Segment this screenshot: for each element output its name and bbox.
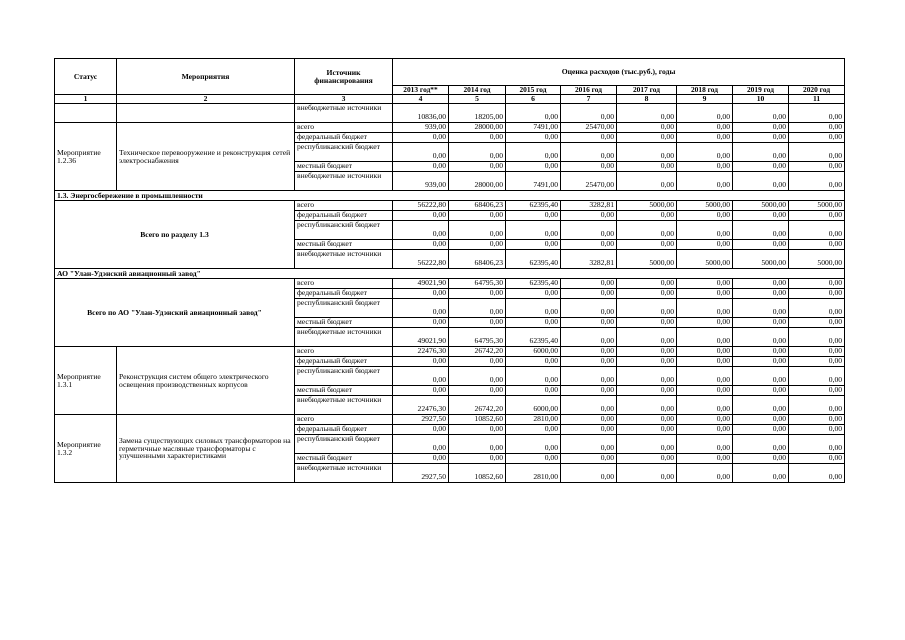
value-cell: 0,00 (449, 299, 506, 318)
value-cell: 0,00 (617, 347, 677, 357)
value-cell: 68406,23 (449, 250, 506, 269)
value-cell: 0,00 (449, 454, 506, 464)
value-cell: 56222,80 (393, 250, 449, 269)
status-cell: Мероприятие 1.3.1 (55, 347, 117, 415)
header-col-number: 11 (789, 95, 845, 104)
value-cell: 0,00 (393, 133, 449, 143)
value-cell: 0,00 (561, 318, 617, 328)
value-cell: 28000,00 (449, 123, 506, 133)
value-cell: 0,00 (789, 221, 845, 240)
funding-source-cell: внебюджетные источники (295, 396, 393, 415)
value-cell: 0,00 (506, 211, 561, 221)
value-cell: 0,00 (393, 221, 449, 240)
value-cell: 0,00 (393, 289, 449, 299)
value-cell: 7491,00 (506, 172, 561, 191)
header-col-number: 1 (55, 95, 117, 104)
value-cell: 0,00 (449, 386, 506, 396)
value-cell: 0,00 (561, 425, 617, 435)
value-cell: 0,00 (733, 104, 789, 123)
value-cell: 0,00 (561, 240, 617, 250)
table-row (55, 123, 845, 133)
header-col-number: 5 (449, 95, 506, 104)
value-cell: 0,00 (506, 435, 561, 454)
value-cell: 0,00 (506, 104, 561, 123)
value-cell: 0,00 (677, 172, 733, 191)
value-cell: 0,00 (506, 299, 561, 318)
value-cell: 0,00 (449, 143, 506, 162)
value-cell: 0,00 (789, 435, 845, 454)
event-total-cell: Всего по АО "Улан-Удэнский авиационный завод" (55, 279, 295, 347)
value-cell: 0,00 (677, 240, 733, 250)
value-cell: 0,00 (789, 211, 845, 221)
value-cell: 0,00 (617, 104, 677, 123)
value-cell: 64795,30 (449, 328, 506, 347)
value-cell: 0,00 (789, 104, 845, 123)
value-cell: 0,00 (617, 133, 677, 143)
value-cell: 6000,00 (506, 347, 561, 357)
value-cell: 0,00 (449, 425, 506, 435)
funding-source-cell: местный бюджет (295, 162, 393, 172)
value-cell: 0,00 (677, 162, 733, 172)
funding-source-cell: всего (295, 201, 393, 211)
value-cell: 0,00 (677, 143, 733, 162)
value-cell: 18205,00 (449, 104, 506, 123)
funding-source-cell: республиканский бюджет (295, 299, 393, 318)
value-cell: 0,00 (506, 143, 561, 162)
value-cell: 0,00 (506, 240, 561, 250)
value-cell: 0,00 (561, 279, 617, 289)
funding-source-cell: внебюджетные источники (295, 172, 393, 191)
value-cell: 0,00 (677, 396, 733, 415)
value-cell: 6000,00 (506, 396, 561, 415)
value-cell: 26742,20 (449, 396, 506, 415)
funding-source-cell: местный бюджет (295, 454, 393, 464)
value-cell: 0,00 (733, 172, 789, 191)
value-cell: 0,00 (677, 367, 733, 386)
value-cell: 56222,80 (393, 201, 449, 211)
value-cell: 0,00 (789, 279, 845, 289)
header-col-number: 6 (506, 95, 561, 104)
value-cell: 0,00 (617, 425, 677, 435)
value-cell: 0,00 (733, 143, 789, 162)
value-cell: 2927,50 (393, 464, 449, 483)
value-cell: 939,00 (393, 123, 449, 133)
funding-source-cell: республиканский бюджет (295, 435, 393, 454)
value-cell: 0,00 (617, 143, 677, 162)
value-cell: 0,00 (677, 454, 733, 464)
value-cell: 0,00 (733, 133, 789, 143)
value-cell: 0,00 (449, 240, 506, 250)
funding-source-cell: внебюджетные источники (295, 464, 393, 483)
value-cell: 0,00 (677, 123, 733, 133)
value-cell: 0,00 (561, 415, 617, 425)
section-row (55, 269, 845, 279)
table-row (55, 347, 845, 357)
value-cell: 0,00 (561, 162, 617, 172)
value-cell: 0,00 (733, 347, 789, 357)
value-cell: 0,00 (789, 347, 845, 357)
value-cell: 0,00 (393, 454, 449, 464)
value-cell: 25470,00 (561, 172, 617, 191)
value-cell: 0,00 (677, 299, 733, 318)
value-cell: 0,00 (617, 415, 677, 425)
table-row (55, 201, 845, 211)
header-year: 2014 год (449, 86, 506, 95)
value-cell: 0,00 (733, 211, 789, 221)
header-col-number: 4 (393, 95, 449, 104)
value-cell: 0,00 (561, 299, 617, 318)
funding-source-cell: всего (295, 415, 393, 425)
value-cell: 0,00 (789, 240, 845, 250)
funding-source-cell: федеральный бюджет (295, 425, 393, 435)
event-cell: Техническое перевооружение и реконструкция сетей электроснабжения (117, 123, 295, 191)
value-cell: 0,00 (733, 162, 789, 172)
value-cell: 0,00 (789, 318, 845, 328)
value-cell: 0,00 (449, 318, 506, 328)
value-cell: 0,00 (561, 396, 617, 415)
event-total-cell: Всего по разделу 1.3 (55, 201, 295, 269)
header-col-number: 8 (617, 95, 677, 104)
value-cell: 5000,00 (733, 250, 789, 269)
funding-source-cell: республиканский бюджет (295, 367, 393, 386)
value-cell: 0,00 (789, 162, 845, 172)
value-cell: 28000,00 (449, 172, 506, 191)
value-cell: 0,00 (617, 279, 677, 289)
value-cell: 0,00 (617, 396, 677, 415)
funding-source-cell: федеральный бюджет (295, 357, 393, 367)
value-cell: 0,00 (677, 211, 733, 221)
value-cell: 0,00 (506, 318, 561, 328)
value-cell: 0,00 (677, 415, 733, 425)
header-col-number: 2 (117, 95, 295, 104)
header-year: 2018 год (677, 86, 733, 95)
value-cell: 0,00 (677, 435, 733, 454)
value-cell: 0,00 (677, 289, 733, 299)
value-cell: 0,00 (449, 289, 506, 299)
value-cell: 0,00 (677, 425, 733, 435)
value-cell: 0,00 (617, 289, 677, 299)
value-cell: 0,00 (677, 328, 733, 347)
value-cell: 0,00 (449, 357, 506, 367)
value-cell: 0,00 (561, 357, 617, 367)
value-cell: 0,00 (506, 386, 561, 396)
header-year: 2017 год (617, 86, 677, 95)
value-cell: 0,00 (733, 454, 789, 464)
value-cell: 0,00 (733, 396, 789, 415)
value-cell: 0,00 (561, 143, 617, 162)
table-row (55, 415, 845, 425)
value-cell: 0,00 (677, 318, 733, 328)
value-cell: 0,00 (789, 133, 845, 143)
value-cell: 5000,00 (677, 250, 733, 269)
value-cell: 0,00 (789, 172, 845, 191)
value-cell: 0,00 (506, 425, 561, 435)
value-cell: 0,00 (733, 415, 789, 425)
header-year: 2020 год (789, 86, 845, 95)
funding-source-cell: федеральный бюджет (295, 211, 393, 221)
value-cell: 0,00 (789, 464, 845, 483)
header-estimate: Оценка расходов (тыс.руб.), годы (393, 59, 845, 86)
value-cell: 5000,00 (733, 201, 789, 211)
value-cell: 0,00 (561, 328, 617, 347)
value-cell: 3282,81 (561, 250, 617, 269)
value-cell: 0,00 (677, 464, 733, 483)
header-col-number: 7 (561, 95, 617, 104)
value-cell: 22476,30 (393, 396, 449, 415)
value-cell: 0,00 (393, 318, 449, 328)
funding-source-cell: федеральный бюджет (295, 133, 393, 143)
status-cell: Мероприятие 1.3.2 (55, 415, 117, 483)
funding-source-cell: внебюджетные источники (295, 250, 393, 269)
value-cell: 49021,90 (393, 279, 449, 289)
value-cell: 2810,00 (506, 415, 561, 425)
value-cell: 5000,00 (677, 201, 733, 211)
value-cell: 62395,40 (506, 250, 561, 269)
value-cell: 0,00 (789, 386, 845, 396)
value-cell: 5000,00 (789, 250, 845, 269)
header-status: Статус (55, 59, 117, 95)
value-cell: 3282,81 (561, 201, 617, 211)
value-cell: 5000,00 (789, 201, 845, 211)
funding-source-cell: внебюджетные источники (295, 104, 393, 123)
funding-source-cell: всего (295, 347, 393, 357)
value-cell: 0,00 (393, 386, 449, 396)
value-cell: 5000,00 (617, 201, 677, 211)
value-cell: 5000,00 (617, 250, 677, 269)
value-cell: 0,00 (506, 454, 561, 464)
header-col-number: 9 (677, 95, 733, 104)
funding-source-cell: федеральный бюджет (295, 289, 393, 299)
value-cell: 0,00 (733, 386, 789, 396)
value-cell: 0,00 (789, 299, 845, 318)
value-cell: 0,00 (677, 133, 733, 143)
funding-source-cell: республиканский бюджет (295, 221, 393, 240)
status-cell (55, 104, 117, 123)
header-year: 2013 год** (393, 86, 449, 95)
value-cell: 10852,60 (449, 415, 506, 425)
table-row (55, 279, 845, 289)
value-cell: 0,00 (393, 425, 449, 435)
funding-source-cell: всего (295, 123, 393, 133)
value-cell: 0,00 (733, 221, 789, 240)
section-title: 1.3. Энергосбережение в промышленности (55, 191, 845, 201)
value-cell: 0,00 (617, 123, 677, 133)
value-cell: 0,00 (677, 386, 733, 396)
value-cell: 62395,40 (506, 328, 561, 347)
value-cell: 0,00 (733, 318, 789, 328)
value-cell: 0,00 (733, 123, 789, 133)
header-source: Источник финансирования (295, 59, 393, 95)
value-cell: 0,00 (561, 133, 617, 143)
value-cell: 0,00 (506, 133, 561, 143)
value-cell: 0,00 (733, 464, 789, 483)
value-cell: 0,00 (449, 162, 506, 172)
value-cell: 0,00 (789, 289, 845, 299)
value-cell: 0,00 (733, 328, 789, 347)
funding-source-cell: внебюджетные источники (295, 328, 393, 347)
value-cell: 0,00 (789, 357, 845, 367)
value-cell: 0,00 (506, 367, 561, 386)
value-cell: 25470,00 (561, 123, 617, 133)
funding-source-cell: республиканский бюджет (295, 143, 393, 162)
table-row (55, 104, 845, 123)
value-cell: 0,00 (617, 240, 677, 250)
value-cell: 0,00 (561, 221, 617, 240)
value-cell: 0,00 (393, 211, 449, 221)
header-year: 2016 год (561, 86, 617, 95)
value-cell: 0,00 (617, 328, 677, 347)
value-cell: 0,00 (617, 357, 677, 367)
value-cell: 0,00 (677, 347, 733, 357)
value-cell: 0,00 (733, 240, 789, 250)
value-cell: 0,00 (449, 367, 506, 386)
value-cell: 0,00 (561, 211, 617, 221)
value-cell: 0,00 (449, 133, 506, 143)
value-cell: 0,00 (561, 435, 617, 454)
value-cell: 0,00 (733, 289, 789, 299)
value-cell: 0,00 (617, 162, 677, 172)
value-cell: 939,00 (393, 172, 449, 191)
event-cell: Замена существующих силовых трансформаторов на герметичные масляные трансформаторы с улучшенными характеристиками (117, 415, 295, 483)
value-cell: 0,00 (617, 221, 677, 240)
value-cell: 0,00 (617, 211, 677, 221)
value-cell: 0,00 (677, 104, 733, 123)
value-cell: 0,00 (617, 454, 677, 464)
value-cell: 26742,20 (449, 347, 506, 357)
header-year: 2015 год (506, 86, 561, 95)
value-cell: 10836,00 (393, 104, 449, 123)
value-cell: 7491,00 (506, 123, 561, 133)
value-cell: 0,00 (506, 289, 561, 299)
value-cell: 0,00 (617, 172, 677, 191)
value-cell: 68406,23 (449, 201, 506, 211)
value-cell: 0,00 (449, 435, 506, 454)
value-cell: 0,00 (617, 464, 677, 483)
value-cell: 0,00 (449, 221, 506, 240)
value-cell: 0,00 (561, 367, 617, 386)
value-cell: 0,00 (677, 221, 733, 240)
expenditure-table (54, 58, 845, 483)
funding-source-cell: местный бюджет (295, 318, 393, 328)
value-cell: 0,00 (733, 299, 789, 318)
value-cell: 0,00 (617, 386, 677, 396)
event-cell: Реконструкция систем общего электрического освещения производственных корпусов (117, 347, 295, 415)
value-cell: 0,00 (393, 162, 449, 172)
funding-source-cell: всего (295, 279, 393, 289)
value-cell: 0,00 (733, 435, 789, 454)
value-cell: 0,00 (393, 367, 449, 386)
value-cell: 0,00 (449, 211, 506, 221)
value-cell: 0,00 (393, 357, 449, 367)
section-row (55, 191, 845, 201)
header-event: Мероприятия (117, 59, 295, 95)
value-cell: 0,00 (561, 104, 617, 123)
value-cell: 22476,30 (393, 347, 449, 357)
event-cell (117, 104, 295, 123)
value-cell: 0,00 (677, 357, 733, 367)
value-cell: 0,00 (677, 279, 733, 289)
value-cell: 0,00 (733, 279, 789, 289)
value-cell: 0,00 (561, 289, 617, 299)
value-cell: 0,00 (561, 454, 617, 464)
value-cell: 0,00 (617, 318, 677, 328)
value-cell: 0,00 (789, 425, 845, 435)
value-cell: 0,00 (789, 367, 845, 386)
value-cell: 0,00 (733, 367, 789, 386)
value-cell: 0,00 (393, 240, 449, 250)
value-cell: 0,00 (561, 464, 617, 483)
value-cell: 0,00 (789, 123, 845, 133)
value-cell: 0,00 (617, 299, 677, 318)
section-title: АО "Улан-Удэнский авиационный завод" (55, 269, 845, 279)
value-cell: 49021,90 (393, 328, 449, 347)
value-cell: 64795,30 (449, 279, 506, 289)
value-cell: 0,00 (393, 299, 449, 318)
value-cell: 0,00 (393, 143, 449, 162)
value-cell: 0,00 (617, 435, 677, 454)
value-cell: 0,00 (617, 367, 677, 386)
value-cell: 0,00 (561, 386, 617, 396)
header-year: 2019 год (733, 86, 789, 95)
value-cell: 0,00 (789, 396, 845, 415)
funding-source-cell: местный бюджет (295, 240, 393, 250)
value-cell: 2927,50 (393, 415, 449, 425)
value-cell: 0,00 (733, 357, 789, 367)
value-cell: 0,00 (789, 328, 845, 347)
value-cell: 62395,40 (506, 201, 561, 211)
value-cell: 0,00 (733, 425, 789, 435)
value-cell: 0,00 (393, 435, 449, 454)
value-cell: 0,00 (789, 143, 845, 162)
value-cell: 2810,00 (506, 464, 561, 483)
value-cell: 0,00 (789, 454, 845, 464)
value-cell: 0,00 (506, 221, 561, 240)
value-cell: 62395,40 (506, 279, 561, 289)
header-col-number: 10 (733, 95, 789, 104)
header-col-number: 3 (295, 95, 393, 104)
value-cell: 0,00 (506, 162, 561, 172)
funding-source-cell: местный бюджет (295, 386, 393, 396)
status-cell: Мероприятие 1.2.36 (55, 123, 117, 191)
value-cell: 0,00 (789, 415, 845, 425)
value-cell: 0,00 (561, 347, 617, 357)
value-cell: 0,00 (506, 357, 561, 367)
budget-table-sheet (54, 58, 845, 483)
value-cell: 10852,60 (449, 464, 506, 483)
